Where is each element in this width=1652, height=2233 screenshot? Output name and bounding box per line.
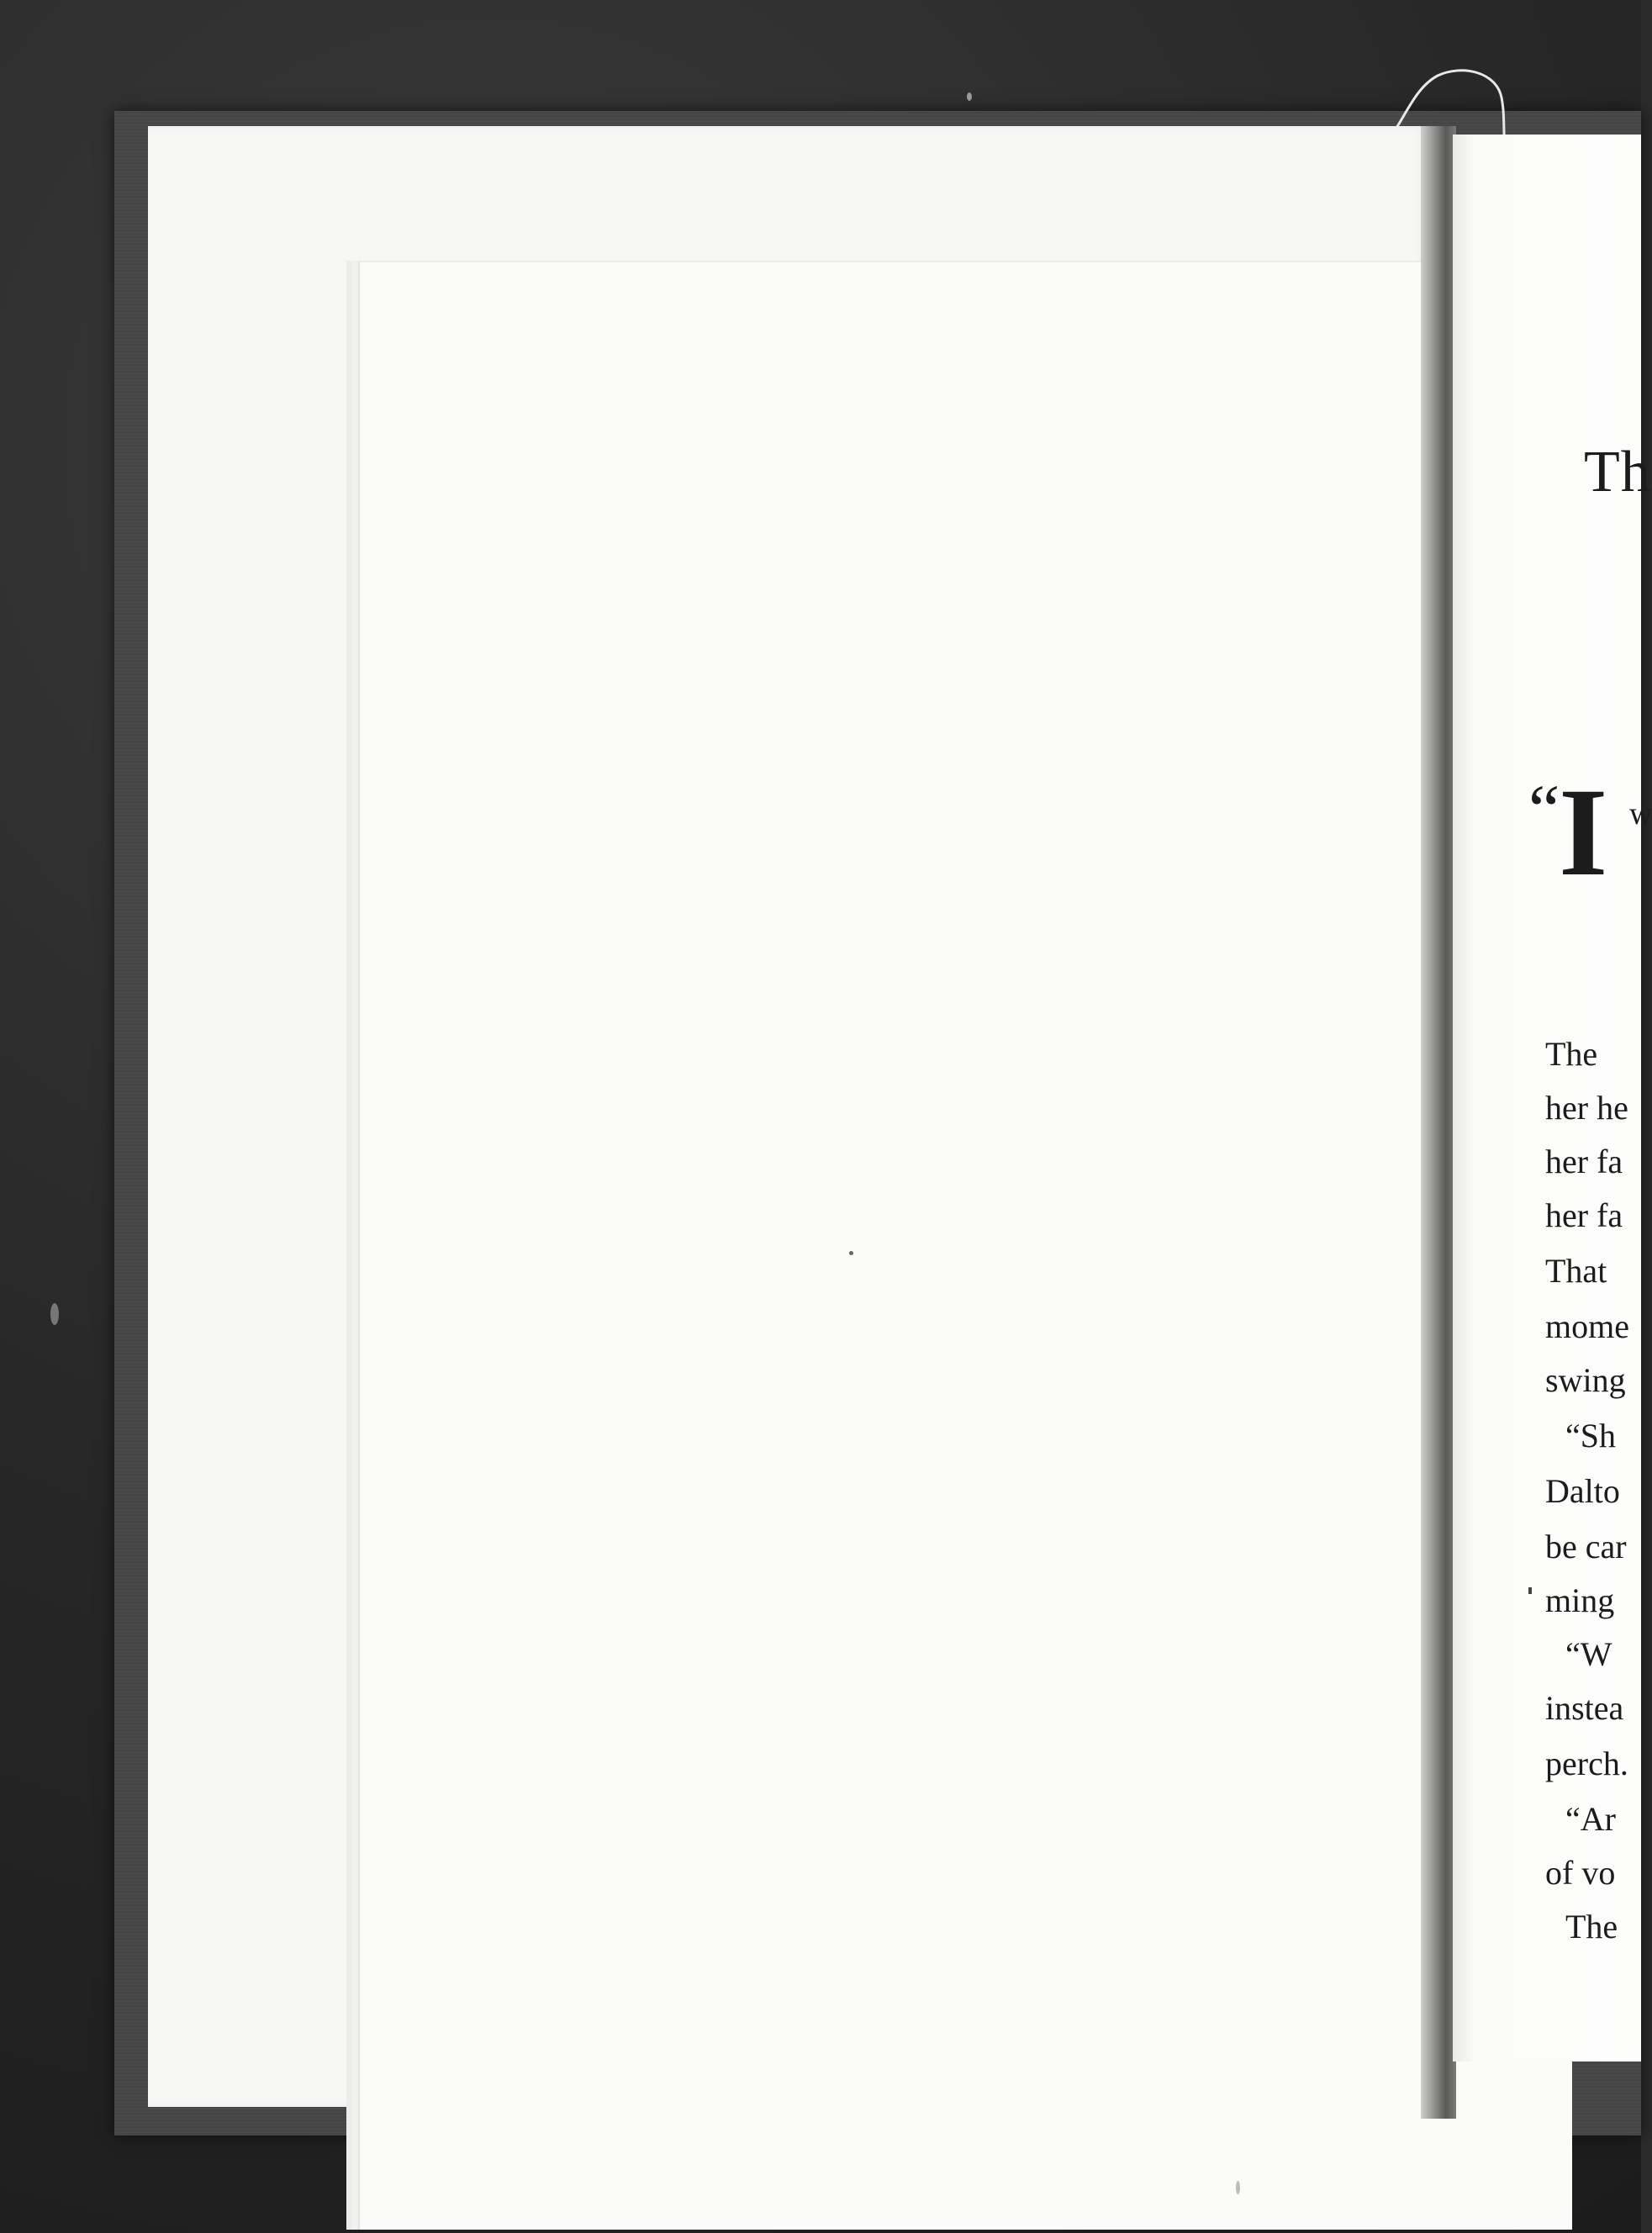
margin-mark	[1528, 1587, 1532, 1594]
text-line: her fa	[1545, 1143, 1623, 1180]
text-line: “Sh	[1565, 1417, 1616, 1454]
dropcap-following-text: w	[1629, 796, 1652, 831]
text-line: Dalto	[1545, 1472, 1620, 1510]
chapter-title: Th	[1584, 440, 1651, 504]
text-line: instea	[1545, 1689, 1624, 1727]
dropcap-letter: I	[1559, 763, 1608, 902]
text-line: mome	[1545, 1307, 1629, 1345]
left-page-blank-leaf	[358, 261, 1572, 2230]
book-gutter	[1421, 126, 1456, 2119]
text-line: be car	[1545, 1528, 1627, 1565]
text-line: her fa	[1545, 1196, 1623, 1234]
text-line: her he	[1545, 1089, 1628, 1127]
left-page	[148, 126, 1426, 2107]
text-line: ming	[1545, 1581, 1615, 1619]
text-line: perch.	[1545, 1745, 1628, 1782]
text-line: swing	[1545, 1361, 1626, 1399]
paper-speck	[849, 1251, 853, 1255]
text-line: The	[1545, 1035, 1598, 1073]
text-line: “Ar	[1565, 1800, 1616, 1838]
dust-speck	[967, 92, 972, 101]
text-line: The	[1565, 1908, 1618, 1945]
right-page	[1453, 135, 1652, 2061]
text-line: “W	[1565, 1635, 1612, 1673]
dust-speck	[50, 1303, 59, 1325]
text-line: of vo	[1545, 1854, 1616, 1892]
dust-speck	[1236, 2181, 1240, 2194]
text-line: That	[1545, 1252, 1607, 1290]
dropcap-quote-mark: “	[1528, 771, 1560, 849]
